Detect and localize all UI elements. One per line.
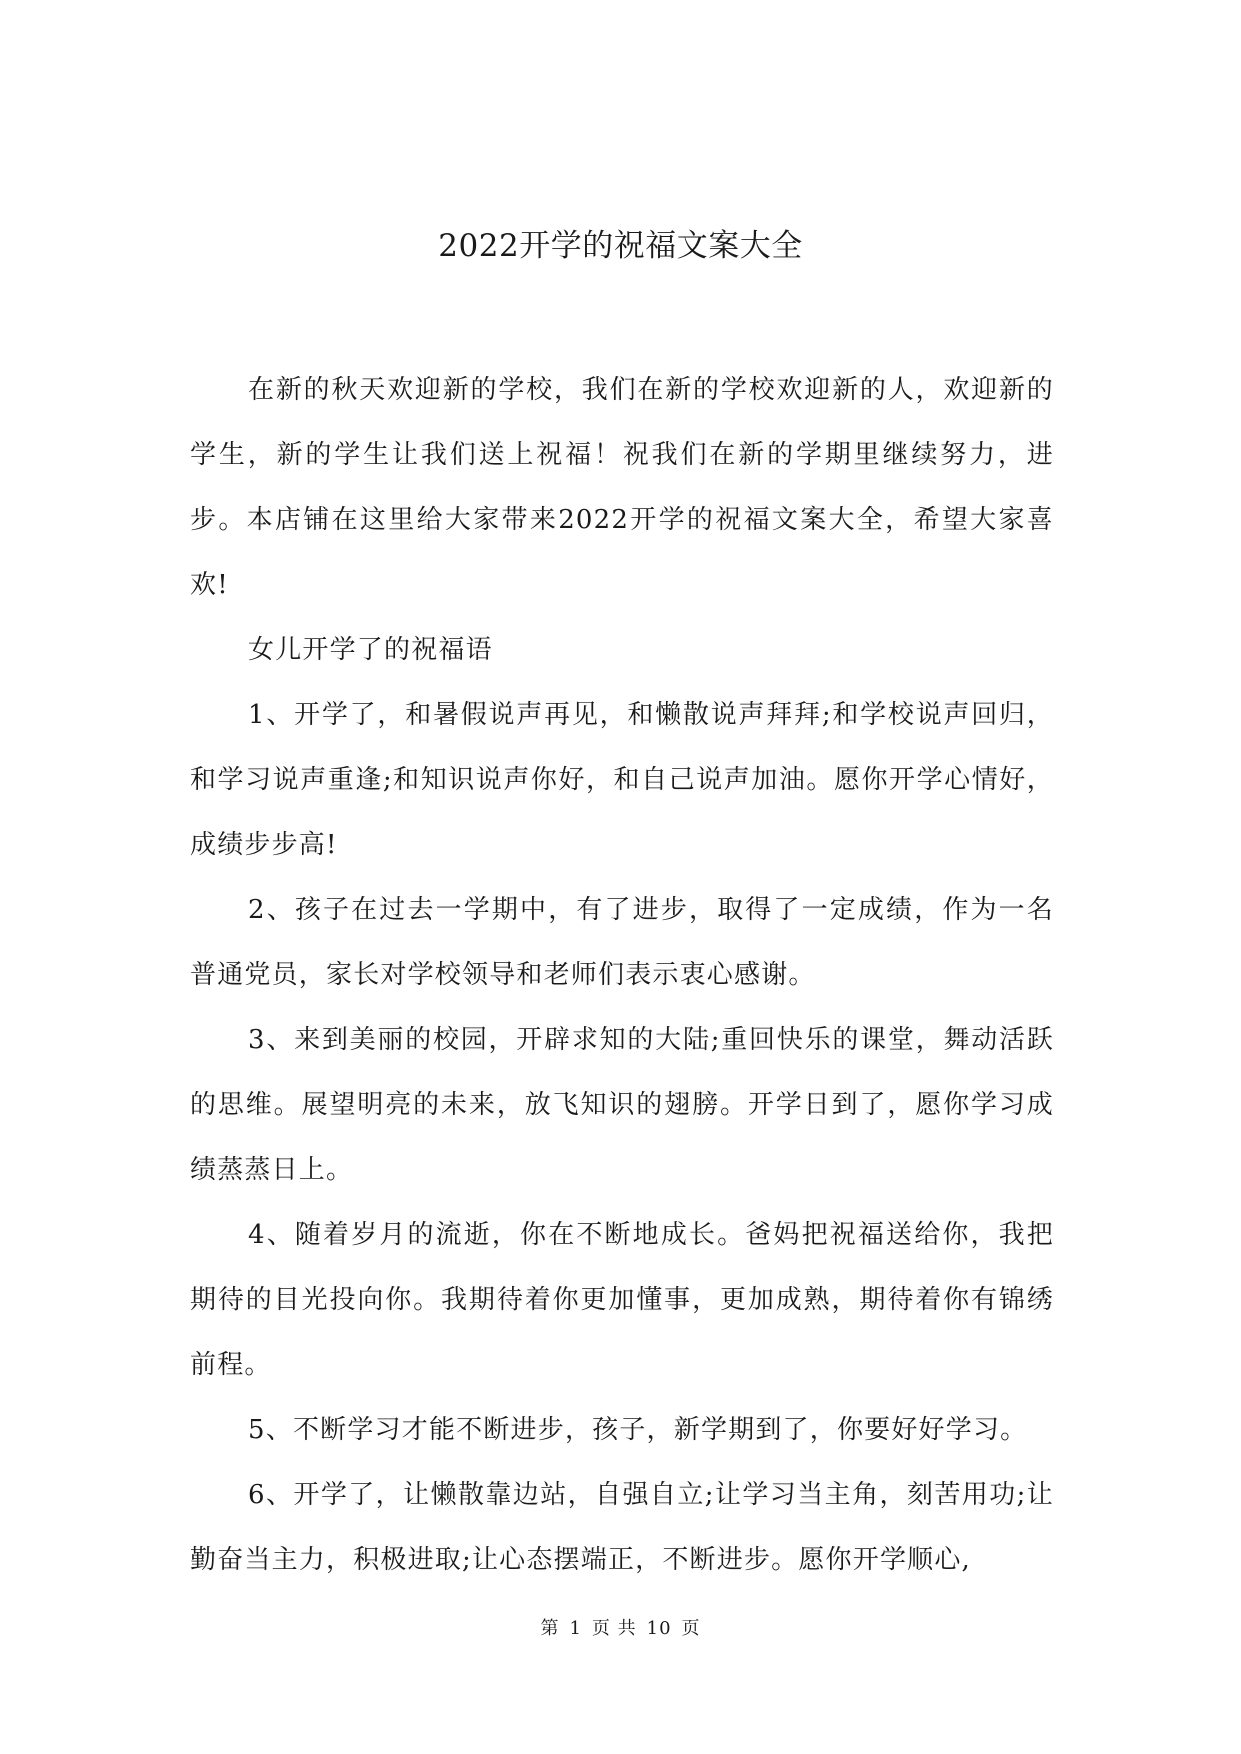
wish-item-4: 4、随着岁月的流逝，你在不断地成长。爸妈把祝福送给你，我把期待的目光投向你。我期待着你更加懂事，更加成熟，期待着你有锦绣前程。 xyxy=(190,1220,1054,1380)
wish-item-6: 6、开学了，让懒散靠边站，自强自立;让学习当主角，刻苦用功;让勤奋当主力，积极进取;让心态摆端正，不断进步。愿你开学顺心, xyxy=(190,1480,1054,1575)
footer-middle: 页 共 xyxy=(591,1618,637,1639)
footer-current-page: 1 xyxy=(569,1618,582,1639)
section-heading: 女儿开学了的祝福语 xyxy=(248,635,493,665)
wish-item-2: 2、孩子在过去一学期中，有了进步，取得了一定成绩，作为一名普通党员，家长对学校领导和老师们表示衷心感谢。 xyxy=(190,895,1054,990)
wish-item-1: 1、开学了，和暑假说声再见，和懒散说声拜拜;和学校说声回归，和学习说声重逢;和知识说声你好，和自己说声加油。愿你开学心情好，成绩步步高! xyxy=(190,700,1054,860)
document-body xyxy=(190,358,1054,1593)
wish-item-3: 3、来到美丽的校园，开辟求知的大陆;重回快乐的课堂，舞动活跃的思维。展望明亮的未来，放飞知识的翅膀。开学日到了，愿你学习成绩蒸蒸日上。 xyxy=(190,1025,1054,1185)
document-title: 2022开学的祝福文案大全 xyxy=(438,228,803,264)
intro-paragraph: 在新的秋天欢迎新的学校，我们在新的学校欢迎新的人，欢迎新的学生，新的学生让我们送上祝福！祝我们在新的学期里继续努力，进步。本店铺在这里给大家带来2022开学的祝福文案大全，希望大家喜欢! xyxy=(190,375,1054,600)
footer-total-pages: 10 xyxy=(646,1618,672,1639)
page-footer xyxy=(0,1616,1241,1642)
wish-item-5: 5、不断学习才能不断进步，孩子，新学期到了，你要好好学习。 xyxy=(248,1415,1028,1445)
footer-prefix: 第 xyxy=(540,1618,560,1639)
footer-suffix: 页 xyxy=(681,1618,701,1639)
